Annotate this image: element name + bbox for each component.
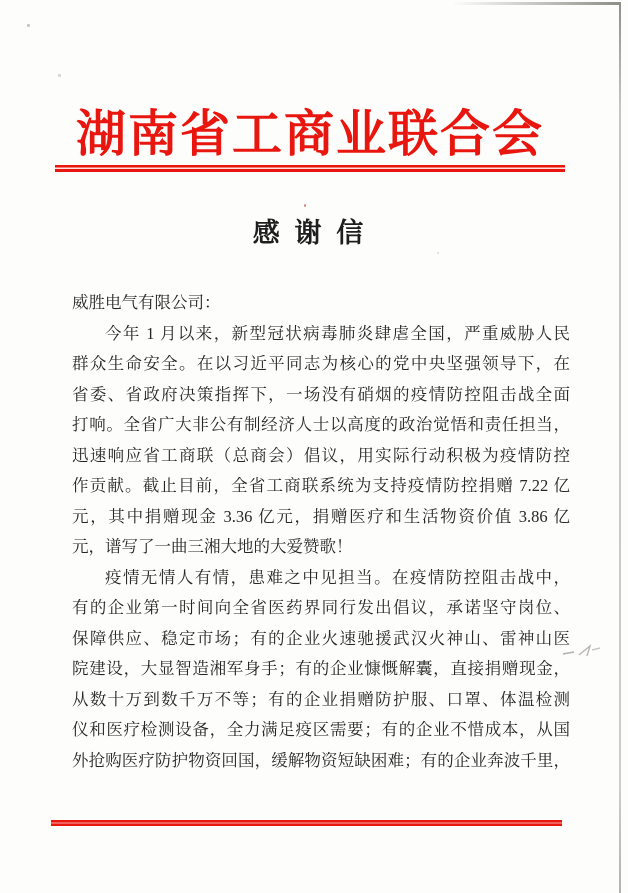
letterhead-org-name: 湖南省工商业联合会 bbox=[76, 106, 544, 162]
footer-rule bbox=[51, 820, 562, 826]
body-line: 元，谱写了一曲三湘大地的大爱赞歌！ bbox=[72, 537, 353, 556]
body-line: 外抢购医疗防护物资回国，缓解物资短缺困难；有的企业奔波千里， bbox=[72, 750, 570, 770]
body-line: 今年 1 月以来，新型冠状病毒肺炎肆虐全国，严重威胁人民 bbox=[105, 323, 570, 343]
body-line: 保障供应、稳定市场；有的企业火速驰援武汉火神山、雷神山医 bbox=[72, 628, 570, 648]
salutation: 威胜电气有限公司： bbox=[72, 293, 221, 312]
letter-body bbox=[72, 288, 570, 776]
body-line: 从数十万到数千万不等；有的企业捐赠防护服、口罩、体温检测 bbox=[72, 689, 570, 709]
scan-speck bbox=[437, 252, 439, 254]
scan-speck bbox=[304, 204, 306, 207]
body-line: 院建设，大显智造湘军身手；有的企业慷慨解囊，直接捐赠现金， bbox=[72, 659, 570, 678]
scan-speck bbox=[58, 74, 61, 77]
body-line: 疫情无情人有情，患难之中见担当。在疫情防控阻击战中， bbox=[105, 567, 570, 587]
letter-title: 感 谢 信 bbox=[252, 218, 368, 248]
scan-edge-top bbox=[452, 2, 621, 5]
body-line: 作贡献。截止目前，全省工商联系统为支持疫情防控捐赠 7.22 亿 bbox=[72, 476, 570, 495]
letterhead-rule bbox=[55, 165, 565, 172]
body-line: 群众生命安全。在以习近平同志为核心的党中央坚强领导下，在 bbox=[72, 354, 570, 373]
body-line: 仪和医疗检测设备，全力满足疫区需要；有的企业不惜成本，从国 bbox=[72, 720, 570, 739]
body-line: 省委、省政府决策指挥下，一场没有硝烟的疫情防控阻击战全面 bbox=[72, 384, 570, 404]
body-line: 迅速响应省工商联（总商会）倡议，用实际行动积极为疫情防控 bbox=[72, 445, 570, 465]
scan-speck bbox=[27, 24, 30, 27]
body-line: 打响。全省广大非公有制经济人士以高度的政治觉悟和责任担当， bbox=[72, 415, 570, 434]
body-line: 有的企业第一时间向全省医药界同行发出倡议，承诺坚守岗位、 bbox=[72, 598, 570, 617]
body-line: 元，其中捐赠现金 3.36 亿元，捐赠医疗和生活物资价值 3.86 亿 bbox=[72, 506, 570, 526]
